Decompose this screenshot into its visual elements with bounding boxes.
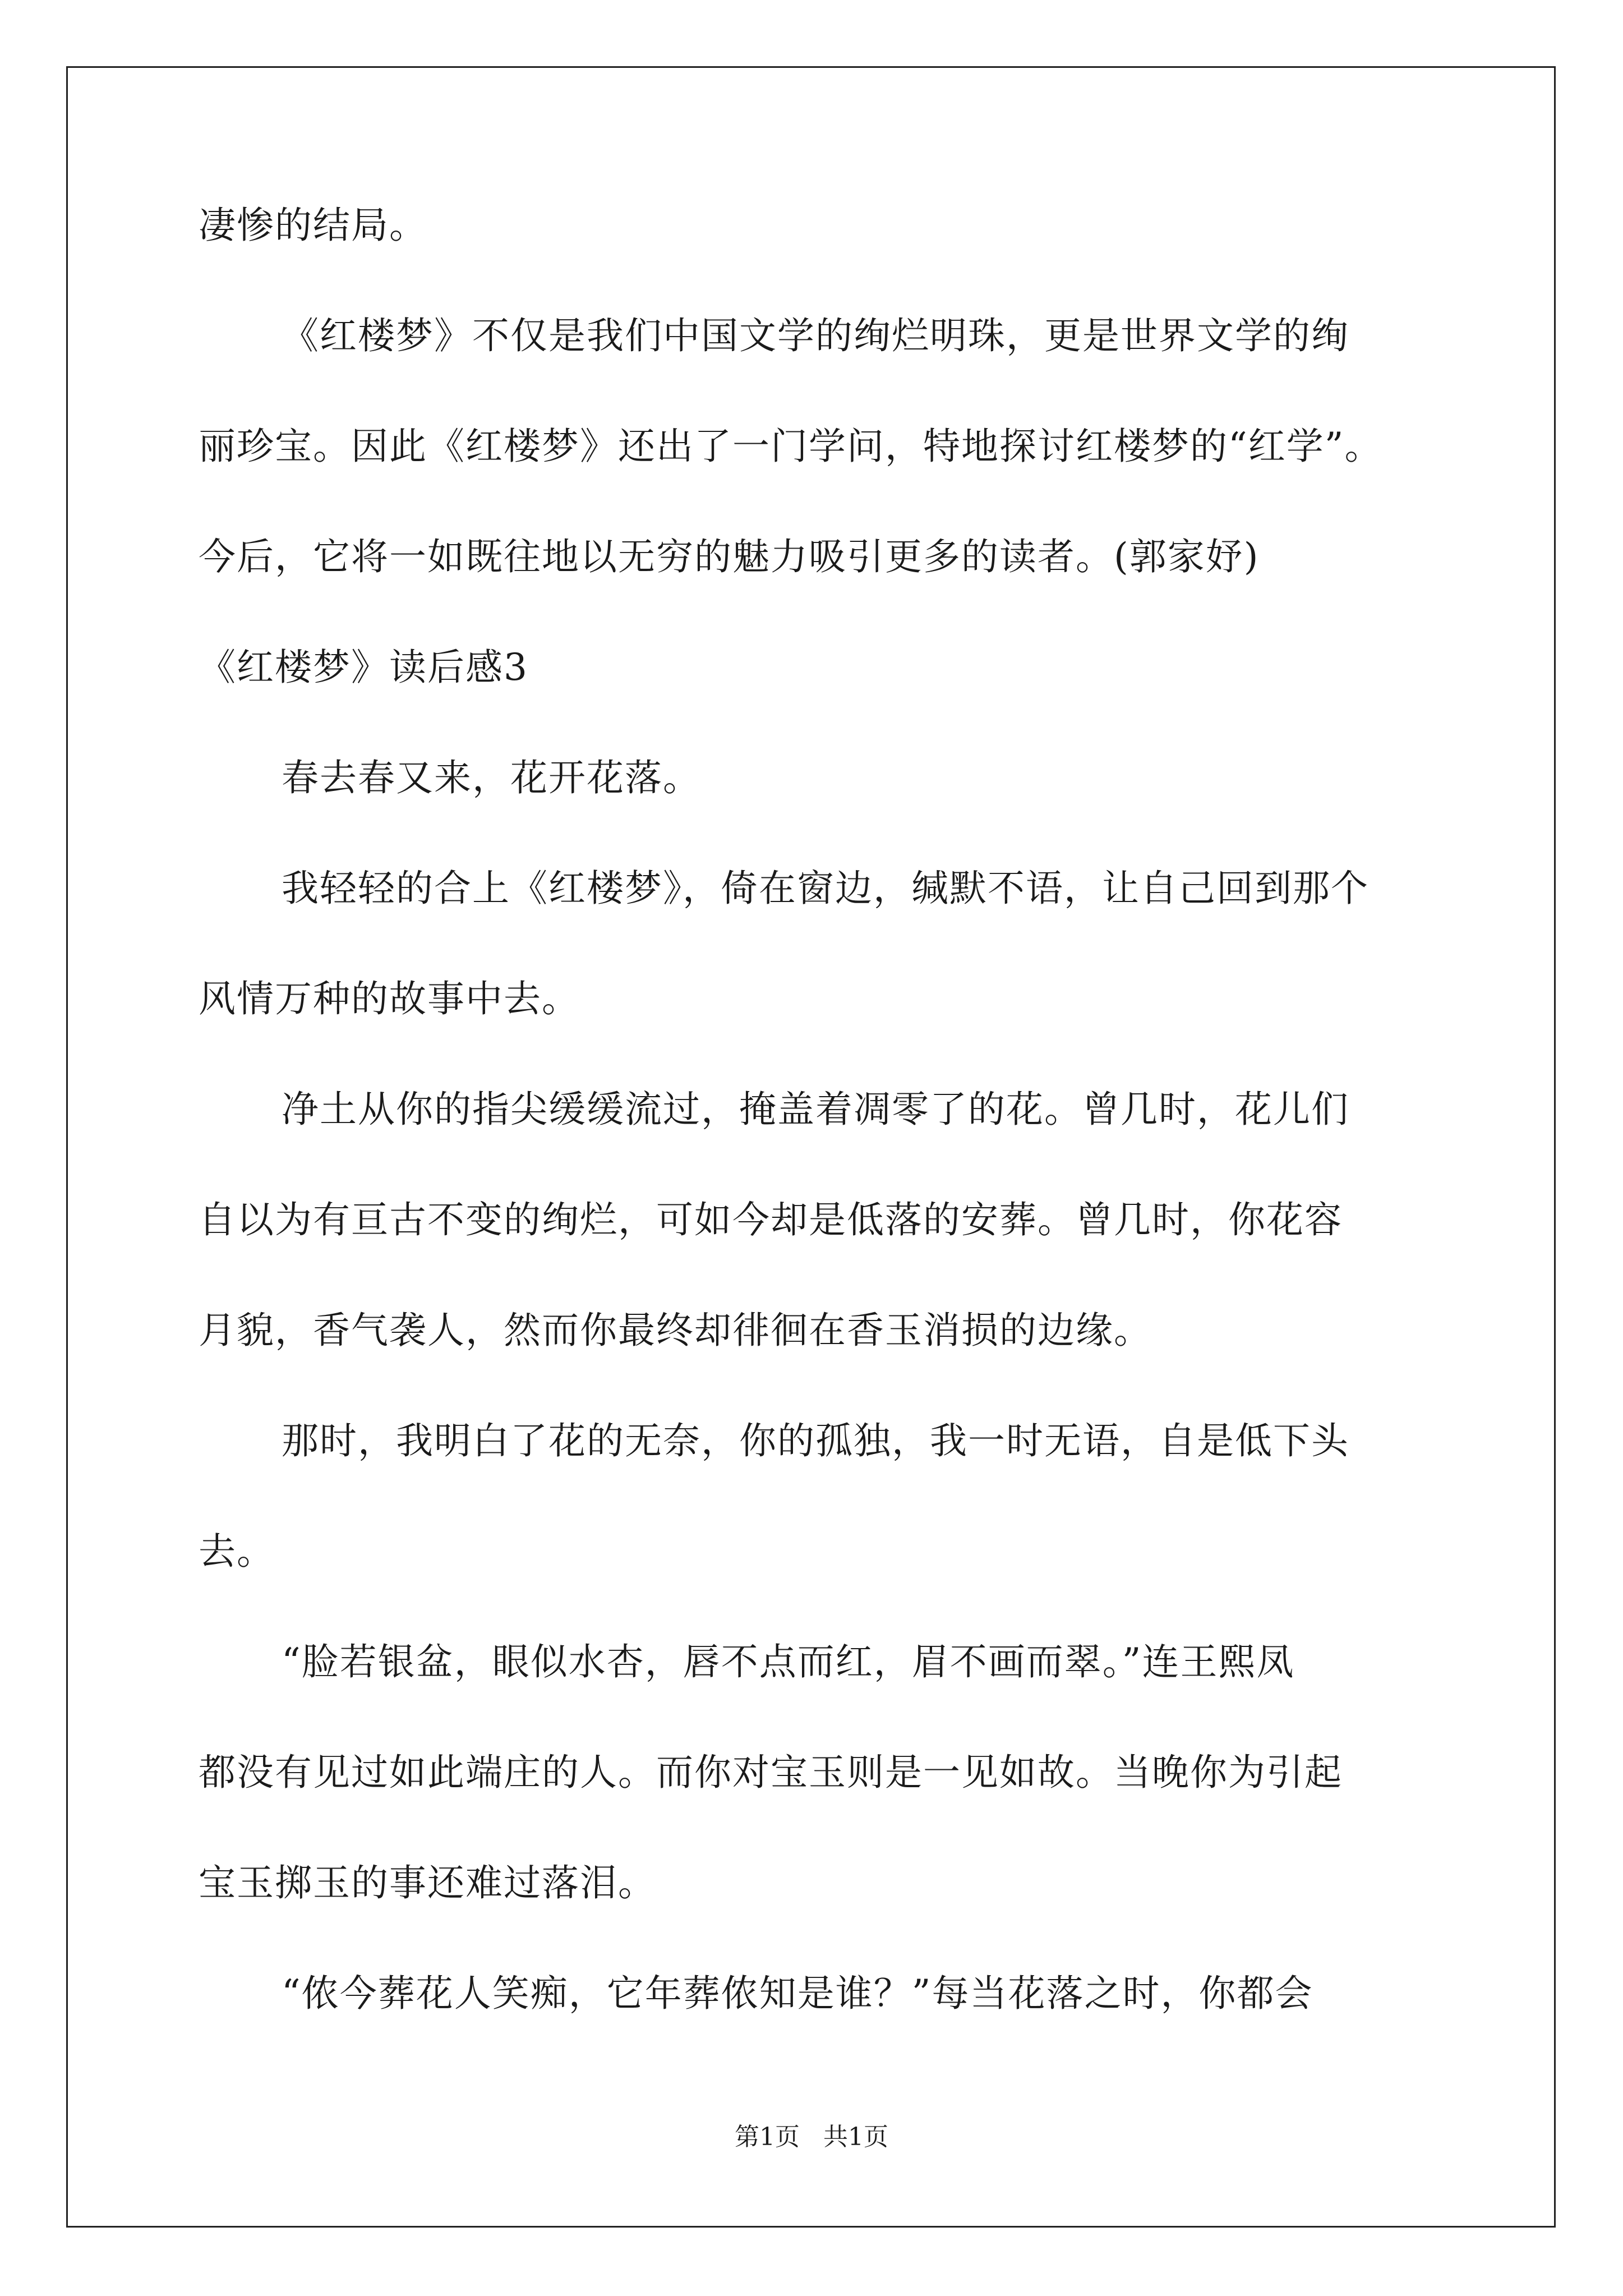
text-line: 《红楼梦》不仅是我们中国文学的绚烂明珠，更是世界文学的绚 bbox=[282, 314, 1349, 357]
text-line: 那时，我明白了花的无奈，你的孤独，我一时无语，自是低下头 bbox=[282, 1419, 1349, 1462]
text-line: 丽珍宝。因此《红楼梦》还出了一门学问，特地探讨红楼梦的“红学”。 bbox=[199, 425, 1383, 468]
text-line: 春去春又来，花开花落。 bbox=[282, 756, 701, 799]
text-line: 月貌，香气袭人，然而你最终却徘徊在香玉消损的边缘。 bbox=[199, 1309, 1152, 1352]
text-line: 凄惨的结局。 bbox=[199, 204, 427, 247]
text-line: 净土从你的指尖缓缓流过，掩盖着凋零了的花。曾几时，花儿们 bbox=[282, 1088, 1349, 1131]
page-footer: 第1页 共1页 bbox=[735, 2123, 888, 2151]
text-line: 今后，它将一如既往地以无穷的魅力吸引更多的读者。(郭家妤) bbox=[199, 535, 1260, 578]
text-line: 都没有见过如此端庄的人。而你对宝玉则是一见如故。当晚你为引起 bbox=[199, 1751, 1343, 1794]
text-line: “侬今葬花人笑痴，它年葬侬知是谁？”每当花落之时，你都会 bbox=[282, 1972, 1313, 2015]
text-line: “脸若银盆，眼似水杏，唇不点而红，眉不画而翠。”连王熙凤 bbox=[282, 1640, 1295, 1683]
text-line: 我轻轻的合上《红楼梦》，倚在窗边，缄默不语，让自己回到那个 bbox=[282, 867, 1369, 910]
text-line: 去。 bbox=[199, 1530, 275, 1573]
text-line: 宝玉掷玉的事还难过落泪。 bbox=[199, 1861, 656, 1904]
text-line: 自以为有亘古不变的绚烂，可如今却是低落的安葬。曾几时，你花容 bbox=[199, 1198, 1343, 1241]
section-heading: 《红楼梦》读后感3 bbox=[199, 646, 528, 689]
text-line: 风情万种的故事中去。 bbox=[199, 977, 580, 1020]
document-body bbox=[199, 204, 1430, 2086]
